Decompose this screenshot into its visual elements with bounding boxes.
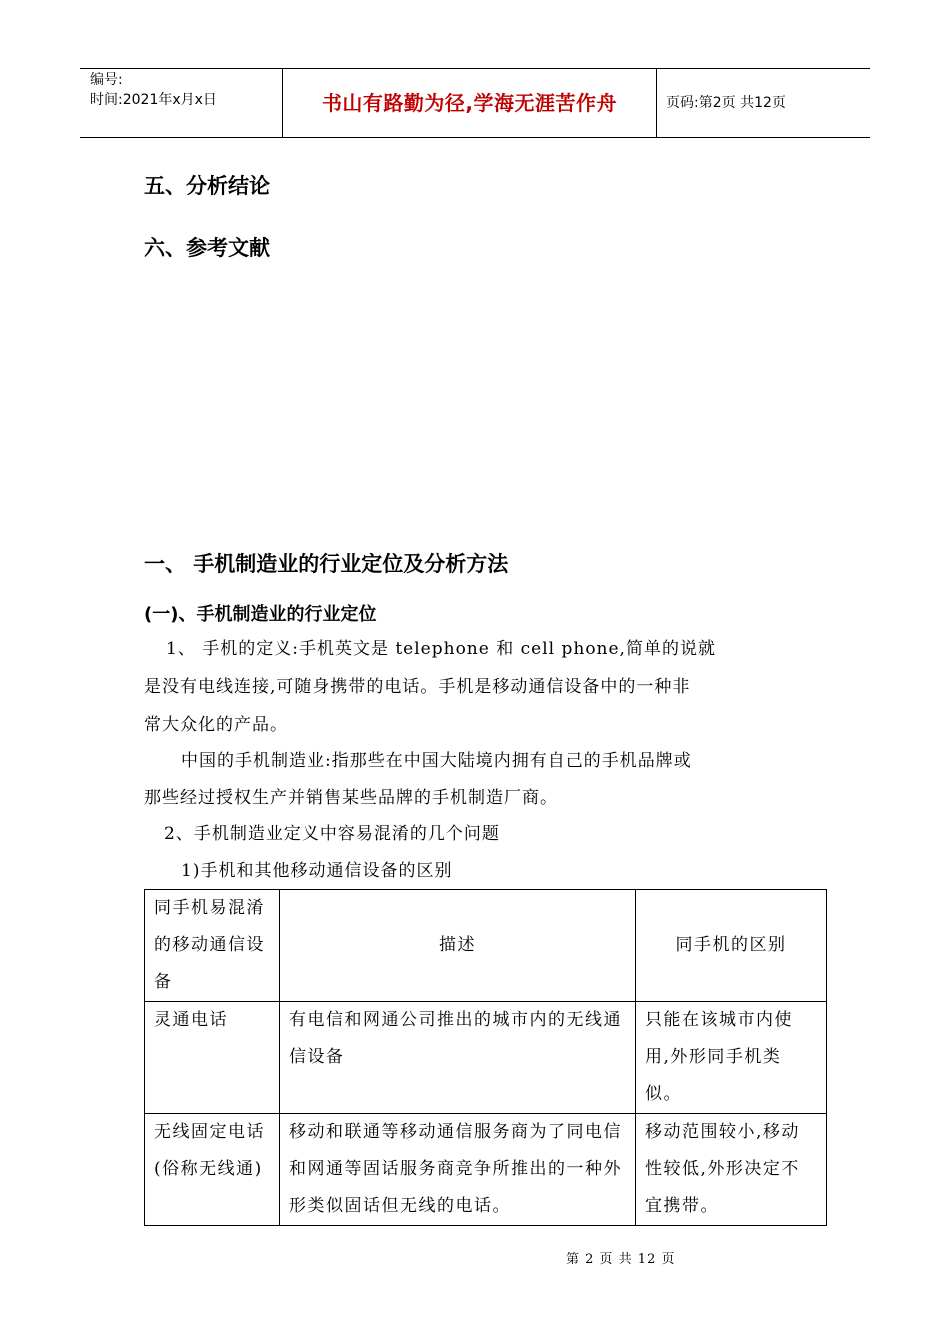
table-cell: 灵通电话	[145, 1002, 280, 1114]
table-header-cell: 同手机的区别	[636, 890, 827, 1002]
table-cell: 无线固定电话(俗称无线通)	[145, 1114, 280, 1226]
header-motto-cell	[282, 69, 657, 137]
table-cell: 只能在该城市内使用,外形同手机类似。	[636, 1002, 827, 1114]
paragraph-line: 那些经过授权生产并销售某些品牌的手机制造厂商。	[144, 788, 558, 808]
table-cell: 有电信和网通公司推出的城市内的无线通信设备	[280, 1002, 636, 1114]
motto: 书山有路勤为径,学海无涯苦作舟	[321, 91, 618, 115]
table-header-cell: 同手机易混淆的移动通信设备	[145, 890, 280, 1002]
toc-item-6: 六、参考文献	[144, 236, 270, 260]
paragraph-line: 是没有电线连接,可随身携带的电话。手机是移动通信设备中的一种非	[144, 677, 691, 697]
list-item-2-1: 1)手机和其他移动通信设备的区别	[181, 861, 453, 881]
number-label: 编号:	[90, 72, 123, 88]
subsection-title: (一)、手机制造业的行业定位	[144, 604, 377, 625]
table-header-cell: 描述	[280, 890, 636, 1002]
page-info: 页码:第2页 共12页	[666, 95, 786, 111]
table-row	[145, 1002, 827, 1114]
comparison-table	[144, 889, 827, 1226]
section-title: 一、 手机制造业的行业定位及分析方法	[144, 552, 509, 576]
document-header	[80, 68, 870, 138]
table-row	[145, 1114, 827, 1226]
toc-item-5: 五、分析结论	[144, 174, 270, 198]
header-page-cell	[656, 69, 870, 137]
paragraph-line: 常大众化的产品。	[144, 715, 288, 735]
paragraph-line: 1、 手机的定义:手机英文是 telephone 和 cell phone,简单的说就	[166, 639, 716, 659]
table-cell: 移动范围较小,移动性较低,外形决定不宜携带。	[636, 1114, 827, 1226]
time-label: 时间:2021年x月x日	[90, 92, 217, 108]
list-item-2: 2、手机制造业定义中容易混淆的几个问题	[164, 824, 500, 844]
table-cell: 移动和联通等移动通信服务商为了同电信和网通等固话服务商竞争所推出的一种外形类似固话但无线的电话。	[280, 1114, 636, 1226]
table-header-row	[145, 890, 827, 1002]
page-footer: 第 2 页 共 12 页	[566, 1252, 676, 1267]
header-meta	[80, 69, 282, 137]
paragraph-line: 中国的手机制造业:指那些在中国大陆境内拥有自己的手机品牌或	[181, 751, 692, 771]
